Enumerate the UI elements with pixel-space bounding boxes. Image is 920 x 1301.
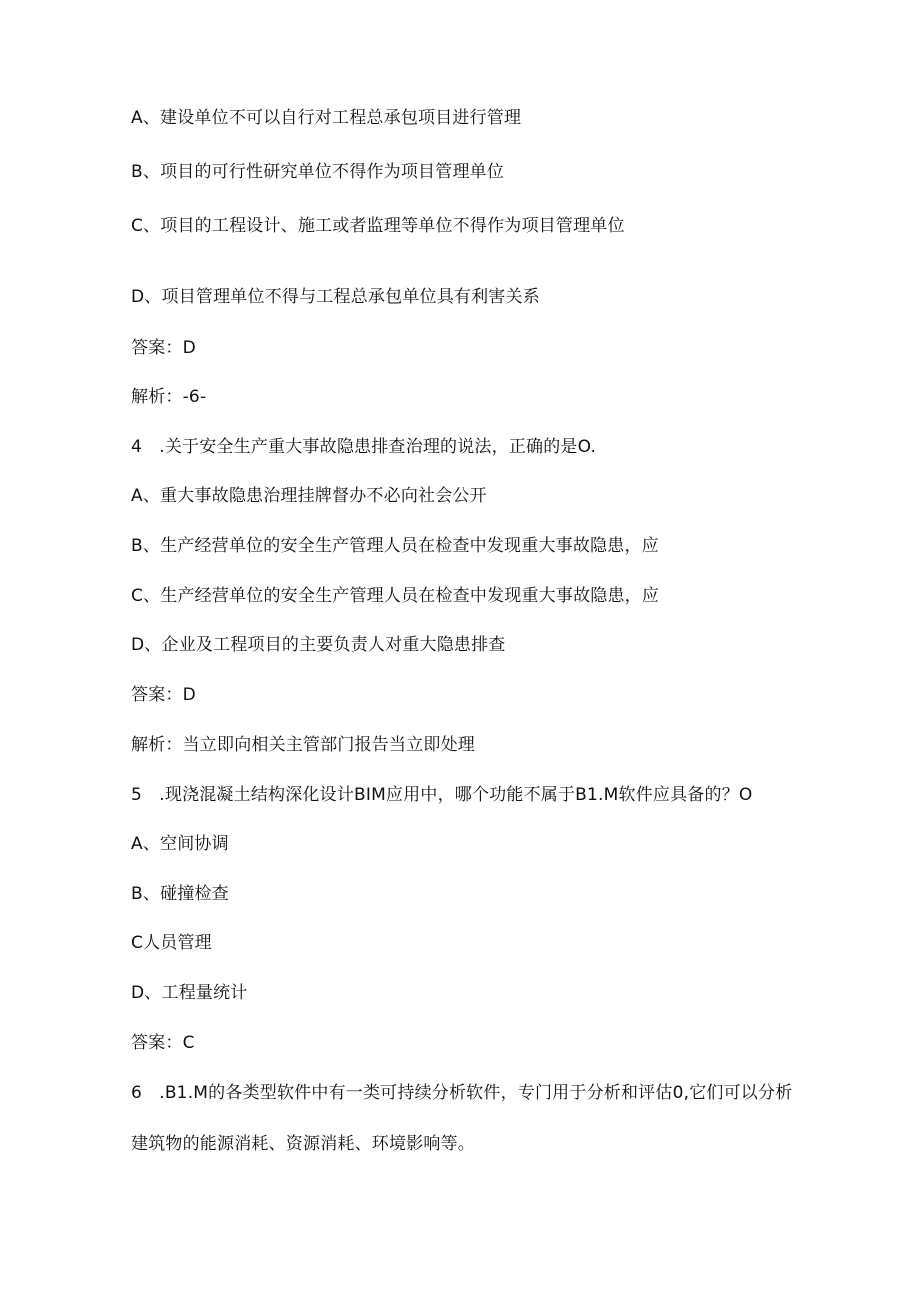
q4-option-d: D、企业及工程项目的主要负责人对重大隐患排查: [131, 635, 506, 655]
q3-explanation: 解析：-6-: [131, 387, 207, 407]
q5-option-d: D、工程量统计: [131, 983, 248, 1003]
q3-option-c: C、项目的工程设计、施工或者监理等单位不得作为项目管理单位: [131, 216, 625, 236]
q3-option-d: D、项目管理单位不得与工程总承包单位具有利害关系: [131, 287, 540, 307]
q4-question: 4 .关于安全生产重大事故隐患排查治理的说法，正确的是O.: [131, 437, 597, 457]
q6-question-line1: 6 .B1.M的各类型软件中有一类可持续分析软件，专门用于分析和评估0,它们可以分析: [131, 1083, 793, 1103]
q5-option-c: C人员管理: [131, 933, 212, 953]
q4-explanation: 解析：当立即向相关主管部门报告当立即处理: [131, 735, 475, 755]
q3-option-b: B、项目的可行性研究单位不得作为项目管理单位: [131, 162, 505, 182]
q3-answer: 答案：D: [131, 338, 196, 358]
q5-option-b: B、碰撞检查: [131, 884, 229, 904]
q3-option-a: A、建设单位不可以自行对工程总承包项目进行管理: [131, 108, 522, 128]
q5-question: 5 .现浇混凝土结构深化设计BIM应用中，哪个功能不属于B1.M软件应具备的？O: [131, 785, 753, 805]
q5-option-a: A、空间协调: [131, 834, 229, 854]
q6-question-line2: 建筑物的能源消耗、资源消耗、环境影响等。: [131, 1134, 475, 1154]
q4-answer: 答案：D: [131, 685, 196, 705]
q4-option-a: A、重大事故隐患治理挂牌督办不必向社会公开: [131, 486, 487, 506]
q4-option-c: C、生产经营单位的安全生产管理人员在检查中发现重大事故隐患，应: [131, 586, 660, 606]
q5-answer: 答案：C: [131, 1033, 195, 1053]
q4-option-b: B、生产经营单位的安全生产管理人员在检查中发现重大事故隐患，应: [131, 536, 659, 556]
